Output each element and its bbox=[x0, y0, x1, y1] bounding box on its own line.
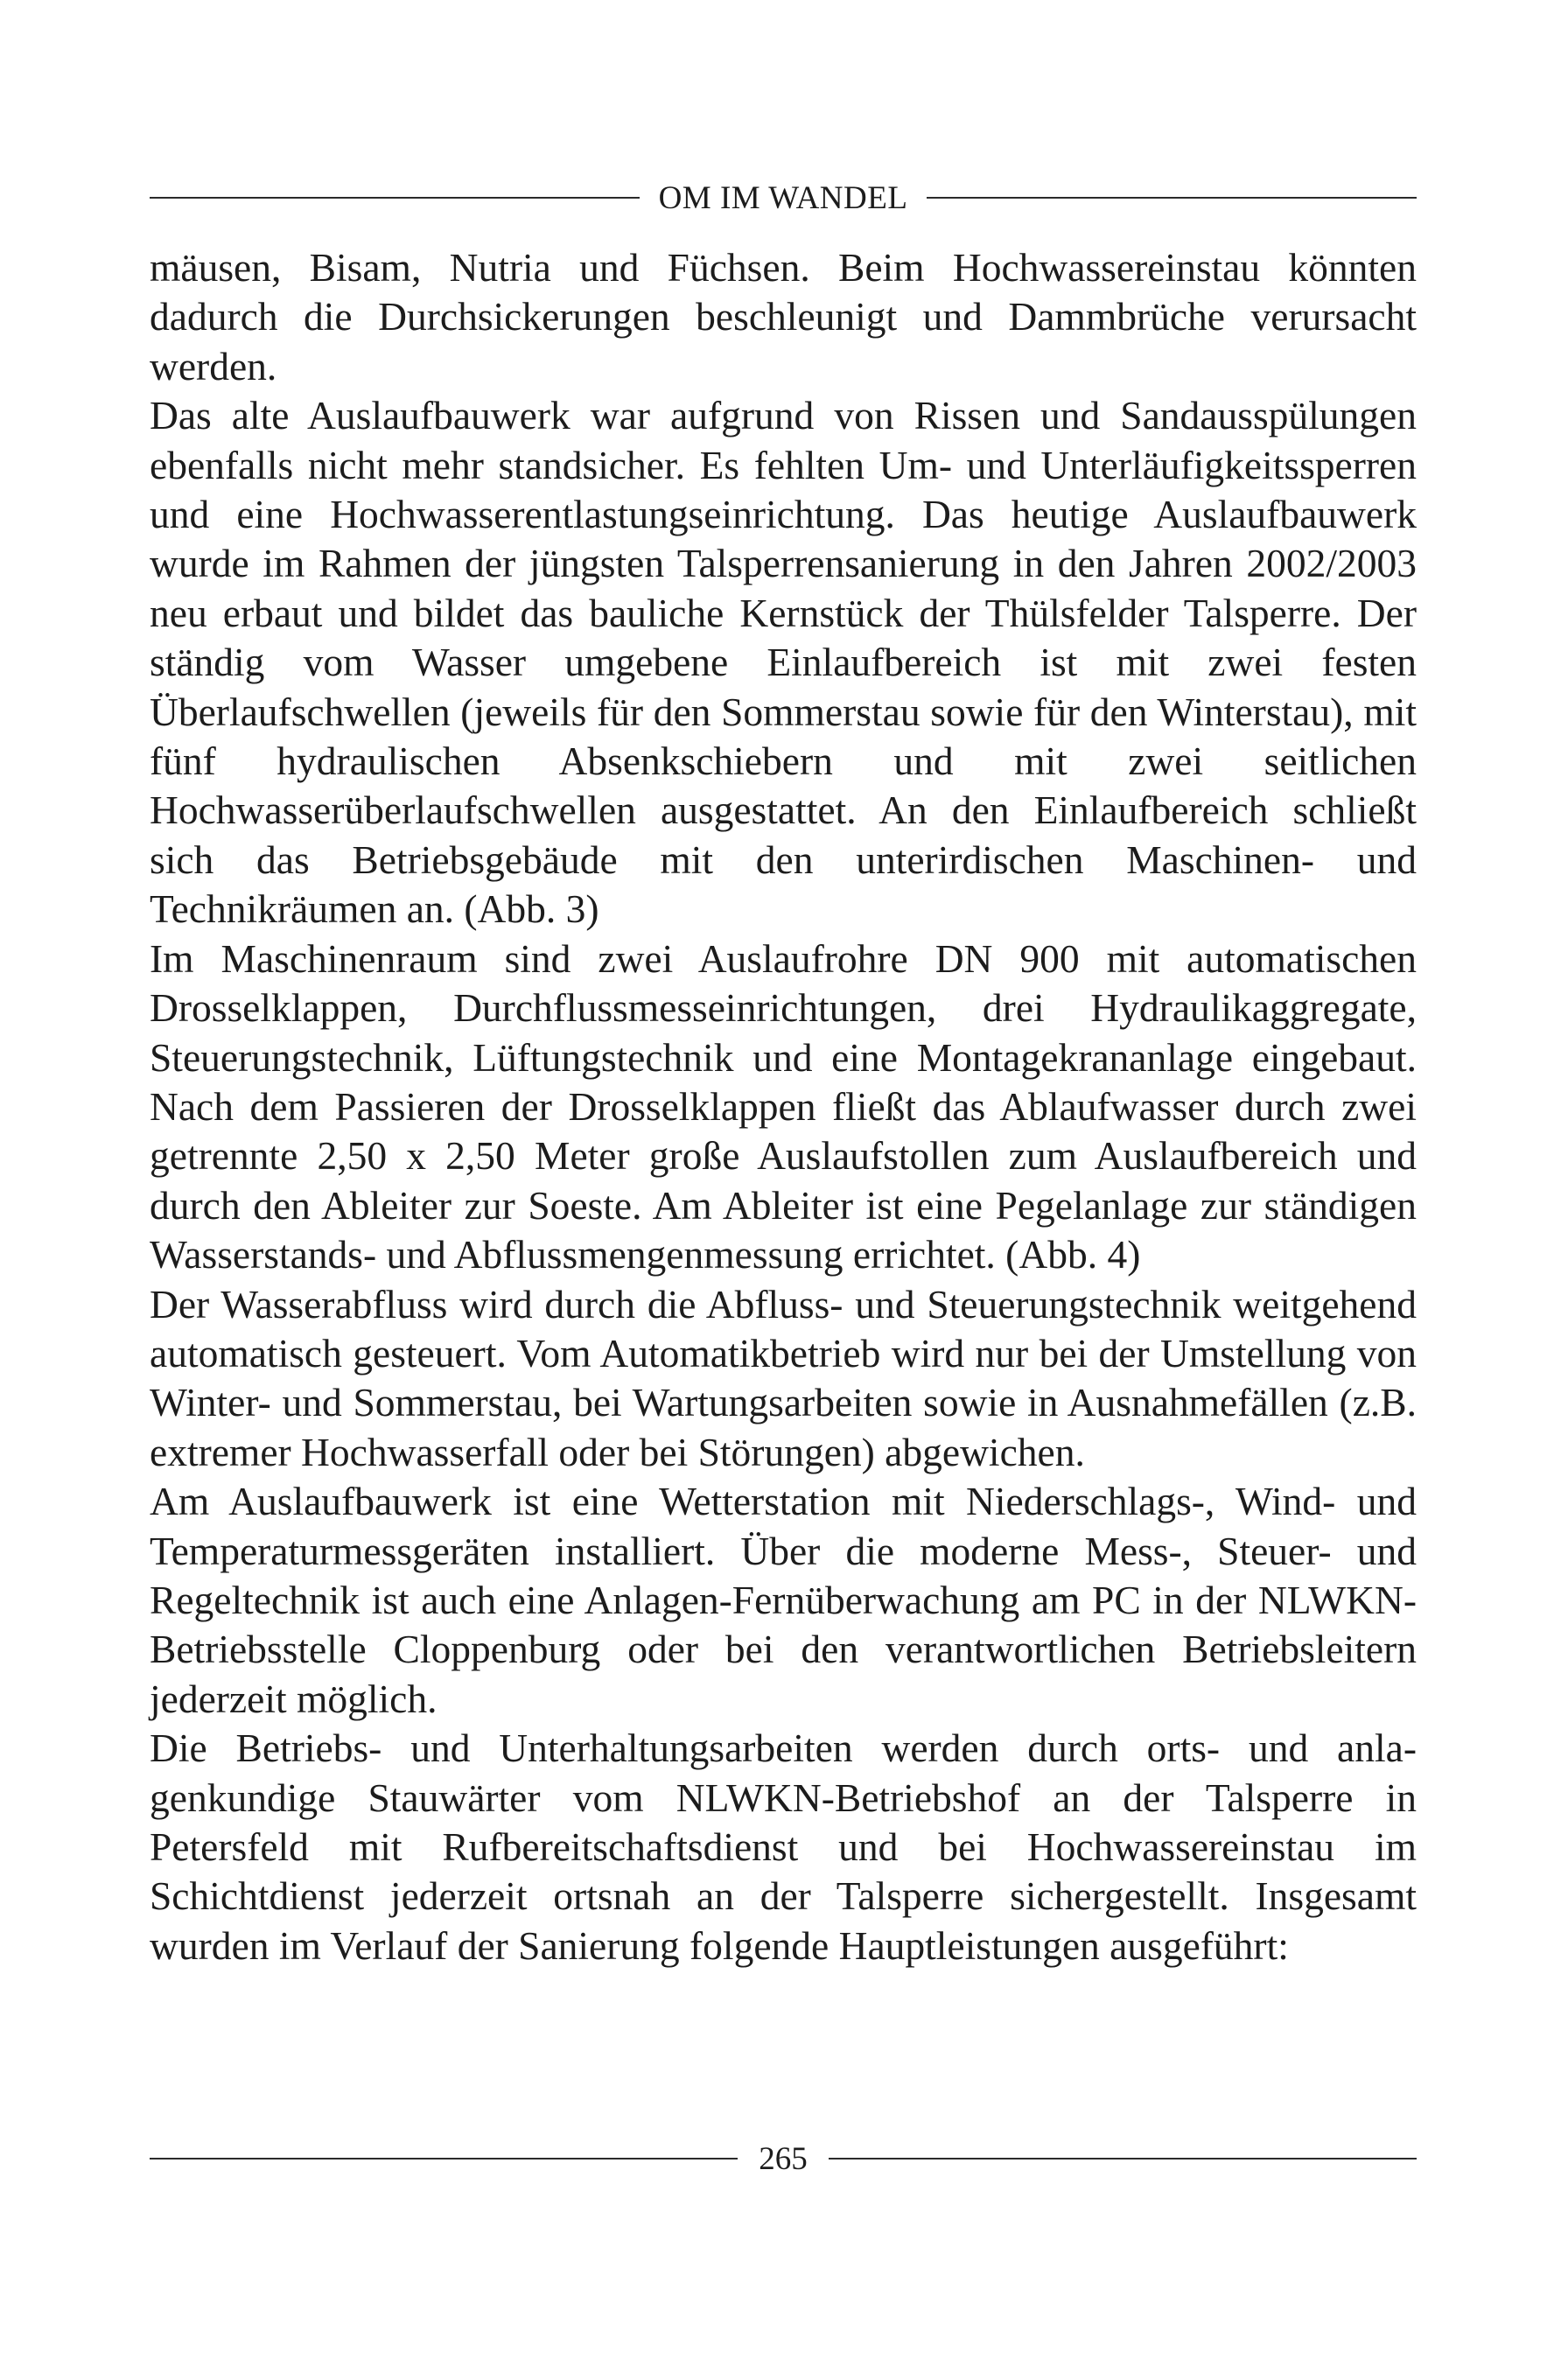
page-number: 265 bbox=[759, 2140, 808, 2177]
header-rule-left bbox=[150, 197, 640, 199]
header-rule-right bbox=[927, 197, 1417, 199]
paragraph: mäusen, Bisam, Nutria und Füchsen. Beim Hochwassereinstau könnten dadurch die Durchsickerungen beschleunigt und Dammbrüche verursacht werden. bbox=[150, 245, 1417, 388]
page-footer bbox=[150, 2137, 1417, 2180]
footer-rule-right bbox=[829, 2158, 1417, 2160]
running-header bbox=[150, 176, 1417, 220]
header-title: OM IM WANDEL bbox=[658, 179, 908, 216]
body-text bbox=[150, 243, 1417, 1970]
paragraph: Die Betriebs- und Unterhaltungsarbeiten werden durch orts- und anlagenkundige Stauwärter vom NLWKN-Betriebshof an der Talsperre in Petersfeld mit Rufbereitschaftsdienst und bei Hochwassereinstau im Schichtdienst jederzeit ortsnah an der Talsperre sichergestellt. Insgesamt wurden im Verlauf der Sanierung folgende Hauptleistungen ausgeführt: bbox=[150, 1726, 1417, 1968]
paragraph: Das alte Auslaufbauwerk war aufgrund von Rissen und Sandausspülungen ebenfalls nicht mehr standsicher. Es fehlten Um- und Unterläufigkeitssperren und eine Hochwasserentlastungseinrichtung. Das heutige Auslaufbauwerk wurde im Rahmen der jüngsten Talsperrensanierung in den Jahren 2002/2003 neu erbaut und bildet das bauliche Kernstück der Thülsfelder Talsperre. Der ständig vom Wasser umgebene Einlaufbereich ist mit zwei festen Überlaufschwellen (jeweils für den Sommerstau sowie für den Winterstau), mit fünf hydraulischen Absenkschiebern und mit zwei seitlichen Hochwasserüberlaufschwellen ausgestattet. An den Einlaufbereich schließt sich das Betriebsgebäude mit den unterirdischen Maschinen- und Technikräumen an. (Abb. 3) bbox=[150, 393, 1417, 932]
paragraph: Im Maschinenraum sind zwei Auslaufrohre DN 900 mit automatischen Drosselklappen, Durchflussmesseinrichtungen, drei Hydraulikaggregate, Steuerungstechnik, Lüftungstechnik und eine Montagekrananlage eingebaut. Nach dem Passieren der Drosselklappen fließt das Ablaufwasser durch zwei getrennte 2,50 x 2,50 Meter große Auslaufstollen zum Auslaufbereich und durch den Ableiter zur Soeste. Am Ableiter ist eine Pegelanlage zur ständigen Wasserstands- und Abflussmengenmessung errichtet. (Abb. 4) bbox=[150, 935, 1417, 1278]
footer-rule-left bbox=[150, 2158, 738, 2160]
paragraph: Der Wasserabfluss wird durch die Abfluss- und Steuerungstechnik weitgehend automatisch gesteuert. Vom Automatikbetrieb wird nur bei der Umstellung von Winter- und Sommerstau, bei Wartungsarbeiten sowie in Ausnahmefällen (z.B. extremer Hochwasserfall oder bei Störungen) abgewichen. bbox=[150, 1281, 1417, 1474]
paragraph: Am Auslaufbauwerk ist eine Wetterstation mit Niederschlags-, Wind- und Temperaturmessgeräten installiert. Über die moderne Mess-, Steuer- und Regeltechnik ist auch eine Anlagen-Fernüberwachung am PC in der NLWKN-Betriebsstelle Cloppenburg oder bei den verantwortlichen Betriebsleitern jederzeit möglich. bbox=[150, 1479, 1417, 1721]
